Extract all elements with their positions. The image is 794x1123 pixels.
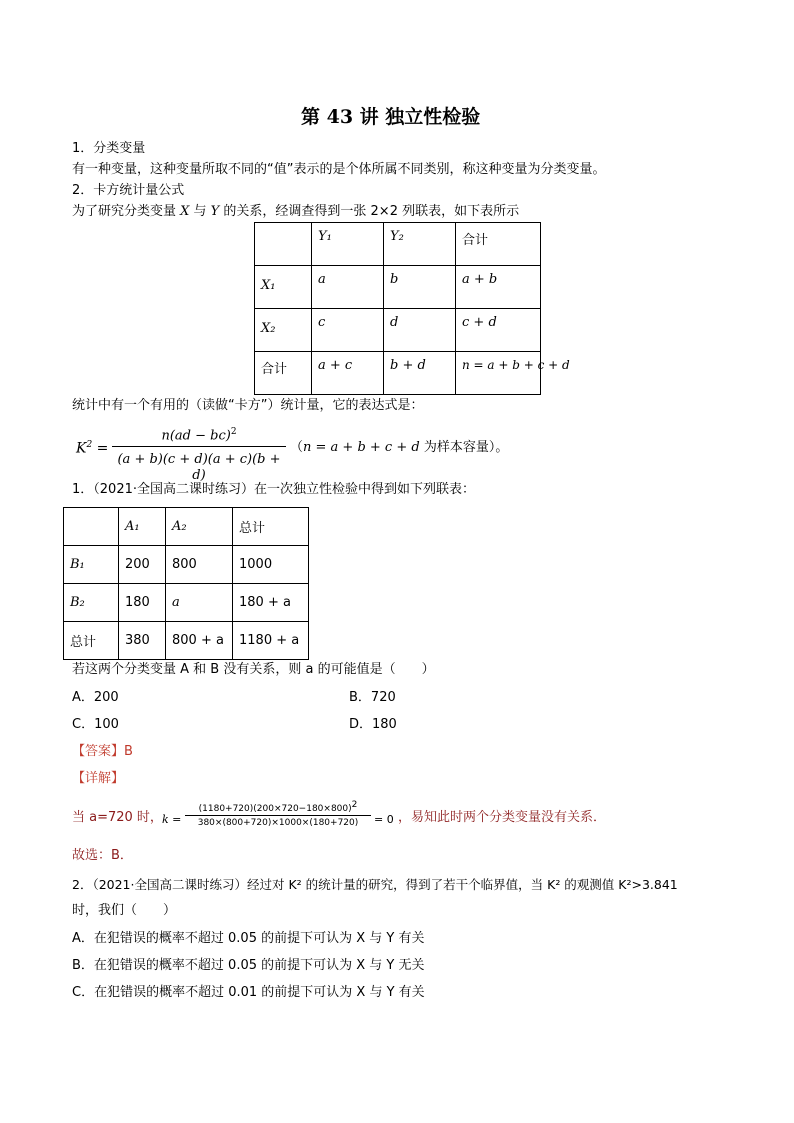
- detail-equals: = 0: [374, 813, 394, 826]
- fraction-bar: [112, 446, 286, 447]
- table-row: A₁ A₂ 总计: [64, 508, 309, 546]
- question1-table: [63, 507, 309, 660]
- formula-lhs: $K^2$ =: [76, 440, 109, 457]
- section1-body: 有一种变量，这种变量所取不同的“值”表示的是个体所属不同类别，称这种变量为分类变量。: [72, 162, 606, 177]
- table-row: B₁ 200 800 1000: [64, 546, 309, 584]
- choice-statement: 故选：B．: [72, 848, 133, 863]
- q2-option-b: B．在犯错误的概率不超过 0.05 的前提下可认为 X 与 Y 无关: [72, 958, 425, 973]
- question2-stem-line2: 时，我们（ ）: [72, 903, 177, 918]
- section1-heading: 1．分类变量: [72, 141, 146, 156]
- answer-label: 【答案】B: [72, 744, 133, 759]
- page-title: 第 43 讲 独立性检验: [301, 106, 481, 128]
- question1-prompt: 若这两个分类变量 A 和 B 没有关系，则 a 的可能值是（ ）: [72, 662, 435, 677]
- detail-conclusion: ，易知此时两个分类变量没有关系．: [398, 810, 607, 825]
- q2-option-a: A．在犯错误的概率不超过 0.05 的前提下可认为 X 与 Y 有关: [72, 931, 425, 946]
- section2-heading: 2．卡方统计量公式: [72, 183, 185, 198]
- formula-denominator: (a + b)(c + d)(a + c)(b + d): [117, 452, 281, 483]
- detail-condition: 当 a=720 时，: [72, 810, 163, 825]
- table-row: X₂ c d c + d: [255, 309, 541, 352]
- option-b: B．720: [349, 690, 396, 705]
- statistic-description: 统计中有一个有用的（读做“卡方”）统计量，它的表达式是：: [72, 398, 424, 413]
- option-a: A．200: [72, 690, 119, 705]
- table-row: X₁ a b a + b: [255, 266, 541, 309]
- option-c: C．100: [72, 717, 119, 732]
- section2-intro: 为了研究分类变量 X 与 Y 的关系，经调查得到一张 2×2 列联表，如下表所示: [72, 204, 520, 219]
- table-row: B₂ 180 a 180 + a: [64, 584, 309, 622]
- table-row: 总计 380 800 + a 1180 + a: [64, 622, 309, 660]
- detail-label: 【详解】: [72, 771, 125, 786]
- formula-note: （n = a + b + c + d 为样本容量）。: [290, 440, 509, 455]
- table-row: Y₁ Y₂ 合计: [255, 223, 541, 266]
- contingency-table: [254, 222, 570, 395]
- detail-fraction-bar: [185, 815, 371, 816]
- question1-stem: 1．（2021·全国高二课时练习）在一次独立性检验中得到如下列联表：: [72, 482, 475, 497]
- question2-stem-line1: 2．（2021·全国高二课时练习）经过对 K² 的统计量的研究，得到了若干个临界值，当 K² 的观测值 K²>3.841: [72, 877, 678, 892]
- detail-k: k =: [162, 813, 182, 826]
- detail-denominator: 380×(800+720)×1000×(180+720): [197, 818, 359, 828]
- formula-numerator: n(ad − bc)$^2$: [161, 427, 237, 444]
- option-d: D．180: [349, 717, 397, 732]
- table-row: 合计 a + c b + d n = a + b + c + d: [255, 352, 541, 395]
- detail-numerator: $(1180+720)(200\times 720-180\times 800)^2$: [198, 800, 358, 814]
- q2-option-c: C．在犯错误的概率不超过 0.01 的前提下可认为 X 与 Y 有关: [72, 985, 425, 1000]
